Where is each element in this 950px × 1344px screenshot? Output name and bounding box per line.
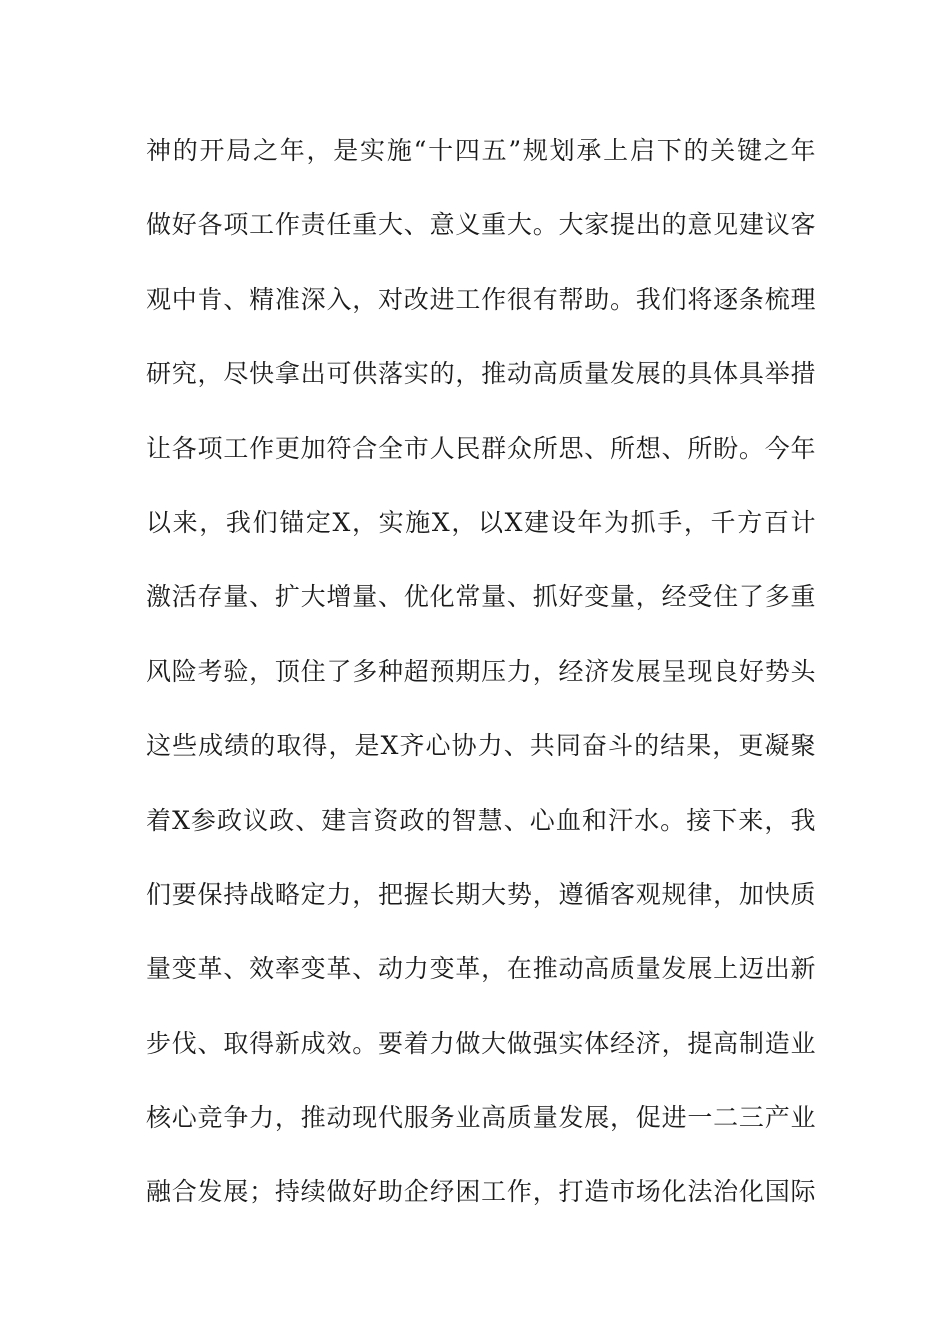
text-line: 做好各项工作责任重大、意义重大。大家提出的意见建议客 [146,210,816,240]
body-text [146,131,816,1247]
text-line: 步伐、取得新成效。要着力做大做强实体经济，提高制造业 [146,1028,816,1058]
text-line: 风险考验，顶住了多种超预期压力，经济发展呈现良好势头 [146,656,816,686]
text-line: 激活存量、扩大增量、优化常量、抓好变量，经受住了多重 [146,582,816,612]
text-line: 着X参政议政、建言资政的智慧、心血和汗水。接下来，我 [146,805,816,835]
text-line: 以来，我们锚定X，实施X，以X建设年为抓手，千方百计 [146,507,816,537]
text-line: 神的开局之年，是实施“十四五”规划承上启下的关键之年 [146,136,816,165]
text-line: 量变革、效率变革、动力变革，在推动高质量发展上迈出新 [146,954,816,984]
text-line: 这些成绩的取得，是X齐心协力、共同奋斗的结果，更凝聚 [146,731,816,761]
text-line: 核心竞争力，推动现代服务业高质量发展，促进一二三产业 [146,1103,816,1133]
text-line: 观中肯、精准深入，对改进工作很有帮助。我们将逐条梳理 [146,284,816,314]
text-line: 融合发展；持续做好助企纾困工作，打造市场化法治化国际 [146,1177,816,1207]
text-line: 研究，尽快拿出可供落实的，推动高质量发展的具体具举措 [146,359,816,389]
text-line: 们要保持战略定力，把握长期大势，遵循客观规律，加快质 [146,879,816,909]
text-line: 让各项工作更加符合全市人民群众所思、所想、所盼。今年 [146,433,816,463]
